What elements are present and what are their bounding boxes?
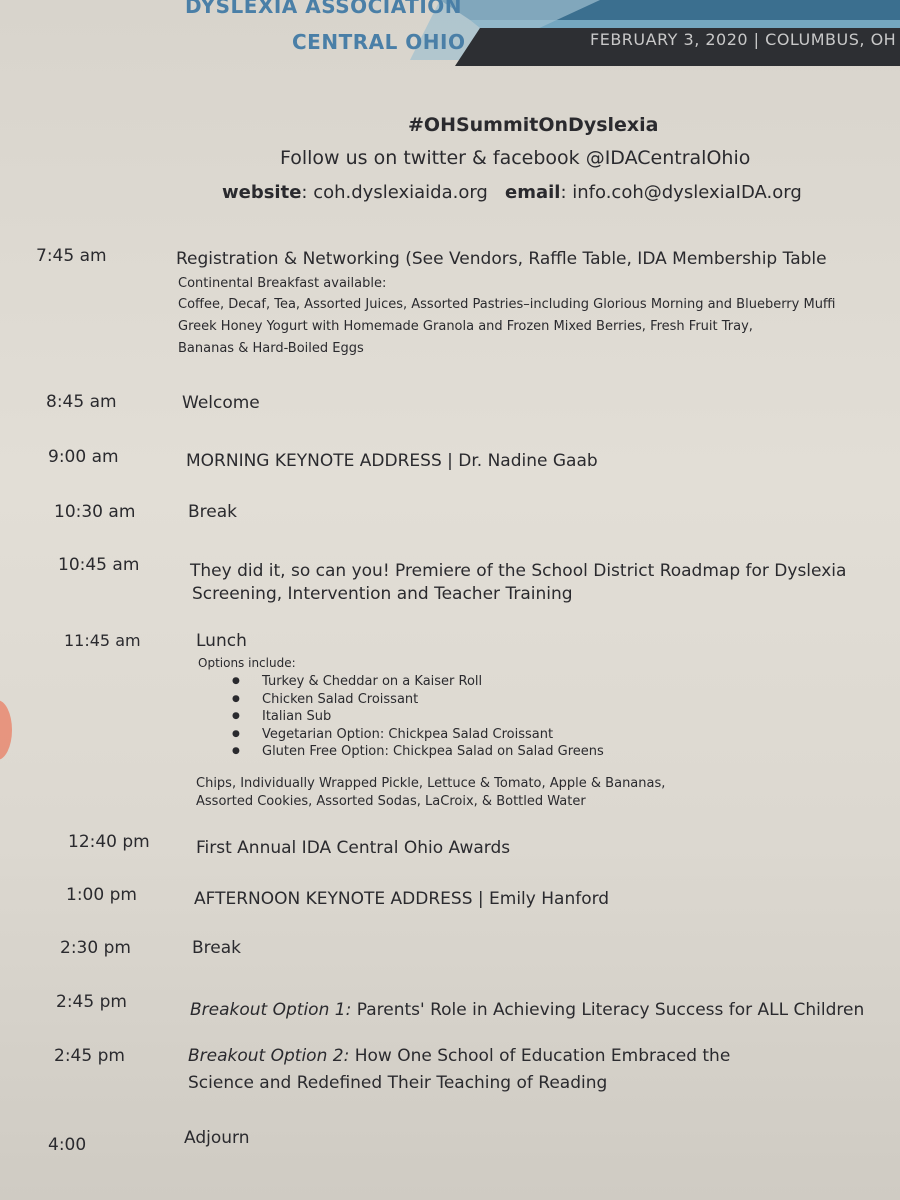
org-name-line2: CENTRAL OHIO: [292, 30, 466, 54]
header-banner: [0, 0, 900, 92]
lunch-extra: Assorted Cookies, Assorted Sodas, LaCroix, & Bottled Water: [196, 794, 586, 809]
schedule-title: AFTERNOON KEYNOTE ADDRESS | Emily Hanford: [194, 889, 610, 909]
website-value: : coh.dyslexiaida.org: [301, 182, 488, 203]
email-label: email: [505, 182, 561, 203]
schedule-title: MORNING KEYNOTE ADDRESS | Dr. Nadine Gaab: [186, 451, 598, 471]
schedule-time: 9:00 am: [48, 447, 119, 467]
schedule-time: 10:30 am: [54, 502, 136, 522]
schedule-time: 2:45 pm: [56, 992, 127, 1012]
email-value: : info.coh@dyslexiaIDA.org: [560, 182, 802, 203]
list-item: ● Turkey & Cheddar on a Kaiser Roll: [232, 673, 604, 691]
lunch-options: [232, 673, 604, 761]
social-follow: Follow us on twitter & facebook @IDACentralOhio: [280, 147, 751, 169]
schedule-title: Registration & Networking (See Vendors, Raffle Table, IDA Membership Table: [176, 249, 827, 269]
breakout-1: [190, 1000, 864, 1020]
breakout-title-cont: Science and Redefined Their Teaching of Reading: [188, 1073, 608, 1093]
hashtag: #OHSummitOnDyslexia: [408, 114, 659, 136]
breakout-label: Breakout Option 2:: [188, 1046, 350, 1066]
schedule-time: 1:00 pm: [66, 885, 137, 905]
schedule-title: Break: [188, 502, 237, 522]
schedule-time: 2:30 pm: [60, 938, 131, 958]
schedule-time: 4:00: [48, 1135, 87, 1155]
schedule-time: 10:45 am: [58, 555, 140, 575]
schedule-detail: Coffee, Decaf, Tea, Assorted Juices, Assorted Pastries–including Glorious Morning and Blueberry Muffi: [178, 297, 836, 312]
schedule-time: 2:45 pm: [54, 1046, 125, 1066]
schedule-title: First Annual IDA Central Ohio Awards: [196, 838, 511, 858]
finger-edge: [0, 700, 12, 760]
list-item: ● Vegetarian Option: Chickpea Salad Croissant: [232, 726, 604, 744]
list-item: ● Italian Sub: [232, 708, 604, 726]
schedule-time: 8:45 am: [46, 392, 117, 412]
schedule-time: 12:40 pm: [68, 832, 150, 852]
website-label: website: [222, 182, 302, 203]
schedule-time: 7:45 am: [36, 246, 107, 266]
schedule-title-cont: Screening, Intervention and Teacher Training: [192, 584, 573, 604]
list-item: ● Chicken Salad Croissant: [232, 691, 604, 709]
list-item: ● Gluten Free Option: Chickpea Salad on Salad Greens: [232, 743, 604, 761]
lunch-intro: Options include:: [198, 656, 296, 670]
schedule-detail: Bananas & Hard-Boiled Eggs: [178, 341, 364, 356]
contact-line: [222, 182, 802, 203]
breakout-title: Parents' Role in Achieving Literacy Success for ALL Children: [351, 1000, 865, 1020]
schedule-time: 11:45 am: [64, 631, 141, 650]
schedule-detail: Greek Honey Yogurt with Homemade Granola and Frozen Mixed Berries, Fresh Fruit Tray,: [178, 319, 753, 334]
schedule-title: They did it, so can you! Premiere of the School District Roadmap for Dyslexia: [190, 561, 847, 581]
schedule-detail: Continental Breakfast available:: [178, 276, 387, 291]
schedule-title: Welcome: [182, 393, 260, 413]
schedule-title: Adjourn: [184, 1128, 250, 1148]
lunch-extra: Chips, Individually Wrapped Pickle, Lettuce & Tomato, Apple & Bananas,: [196, 776, 666, 791]
org-name-line1: DYSLEXIA ASSOCIATION: [185, 0, 463, 18]
schedule-title: Lunch: [196, 631, 247, 651]
breakout-title: How One School of Education Embraced the: [349, 1046, 731, 1066]
breakout-2: [188, 1046, 730, 1066]
breakout-label: Breakout Option 1:: [190, 1000, 352, 1020]
event-date: FEBRUARY 3, 2020 | COLUMBUS, OH: [590, 30, 897, 49]
schedule-title: Break: [192, 938, 241, 958]
